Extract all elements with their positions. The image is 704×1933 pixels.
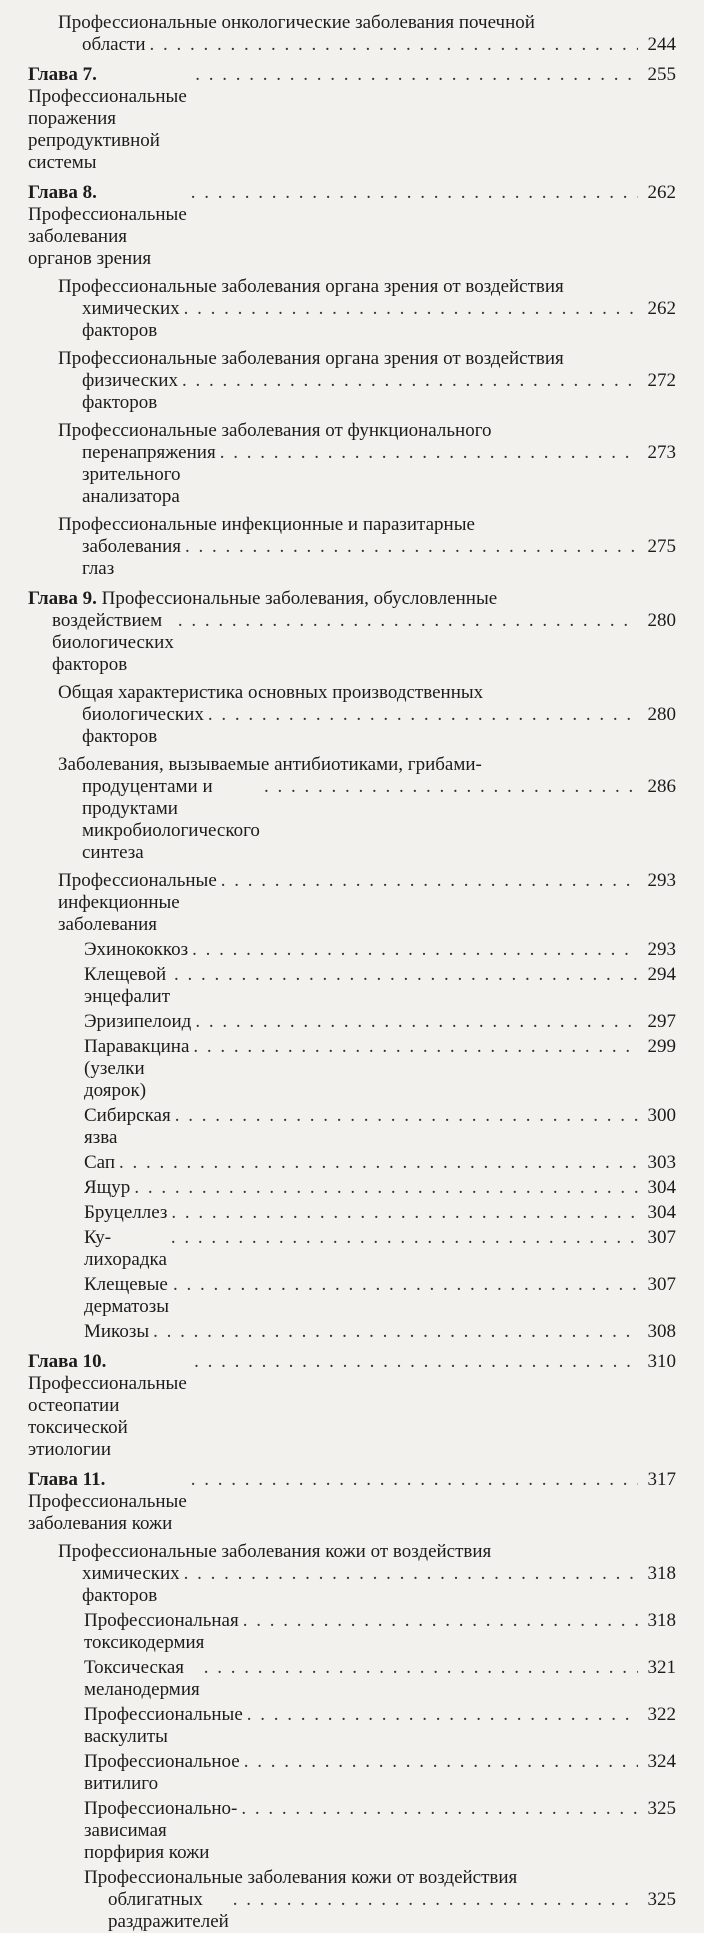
leader-dots bbox=[171, 1227, 638, 1249]
toc-entry-title: Профессиональные инфекционные и паразитарные bbox=[58, 514, 475, 535]
toc-entry-title: Эризипелоид bbox=[84, 1011, 192, 1032]
toc-entry-title: Профессиональные заболевания кожи bbox=[28, 1491, 187, 1534]
toc-entry-title: Клещевые дерматозы bbox=[84, 1274, 169, 1317]
toc-entry-title: Профессионально-зависимая порфирия кожи bbox=[84, 1798, 238, 1863]
leader-dots bbox=[194, 1351, 638, 1373]
toc-entry-title: Профессиональные заболевания кожи от воздействия bbox=[84, 1867, 518, 1888]
toc-chapter[interactable] bbox=[28, 1351, 676, 1461]
leader-dots bbox=[195, 1011, 638, 1033]
toc-subentry[interactable] bbox=[28, 1657, 676, 1701]
leader-dots bbox=[233, 1889, 638, 1911]
toc-entry-title: продуцентами и продуктами микробиологического синтеза bbox=[82, 776, 260, 863]
toc-entry-title: Ку-лихорадка bbox=[84, 1227, 167, 1270]
toc-entry-title: заболевания глаз bbox=[82, 536, 181, 579]
toc-subentry[interactable] bbox=[28, 1011, 676, 1033]
toc-entry-title: Сибирская язва bbox=[84, 1105, 171, 1148]
leader-dots bbox=[184, 298, 638, 320]
toc-entry-title: Токсическая меланодермия bbox=[84, 1657, 200, 1700]
leader-dots bbox=[182, 370, 638, 392]
leader-dots bbox=[220, 442, 638, 464]
page-number: 310 bbox=[647, 1351, 676, 1372]
toc-subentry[interactable] bbox=[28, 1321, 676, 1343]
toc-entry-title: Профессиональные заболевания от функционального bbox=[58, 420, 492, 441]
toc-subentry[interactable] bbox=[28, 1274, 676, 1318]
toc-subentry[interactable] bbox=[28, 1202, 676, 1224]
page-number: 255 bbox=[647, 64, 676, 85]
toc-subentry[interactable] bbox=[28, 1227, 676, 1271]
toc-entry-title: Профессиональные онкологические заболевания почечной bbox=[58, 12, 535, 33]
toc-entry[interactable] bbox=[28, 12, 676, 56]
leader-dots bbox=[264, 776, 638, 798]
toc-entry[interactable] bbox=[28, 754, 676, 864]
chapter-label: Глава 9. bbox=[28, 588, 97, 609]
leader-dots bbox=[150, 34, 638, 56]
leader-dots bbox=[221, 870, 638, 892]
page-number: 286 bbox=[647, 776, 676, 797]
toc-entry-title: Профессиональные заболевания органа зрения от воздействия bbox=[58, 276, 564, 297]
toc-entry-title: Профессиональные инфекционные заболевания bbox=[58, 870, 217, 935]
leader-dots bbox=[119, 1152, 638, 1174]
page-number: 307 bbox=[647, 1227, 676, 1248]
toc-entry[interactable] bbox=[28, 276, 676, 342]
toc-entry-title: Микозы bbox=[84, 1321, 150, 1342]
toc-subentry[interactable] bbox=[28, 1105, 676, 1149]
page-number: 262 bbox=[647, 298, 676, 319]
page-number: 280 bbox=[647, 610, 676, 631]
leader-dots bbox=[175, 1105, 638, 1127]
leader-dots bbox=[185, 536, 638, 558]
toc-entry-title: воздействием биологических факторов bbox=[52, 610, 174, 675]
toc-subentry[interactable] bbox=[28, 1152, 676, 1174]
toc-subentry[interactable] bbox=[28, 1798, 676, 1864]
toc-subentry[interactable] bbox=[28, 1036, 676, 1102]
leader-dots bbox=[184, 1563, 638, 1585]
page-number: 307 bbox=[647, 1274, 676, 1295]
page-number: 299 bbox=[647, 1036, 676, 1057]
toc-entry-title: Клещевой энцефалит bbox=[84, 964, 171, 1007]
toc-entry-title: Профессиональные остеопатии токсической этиологии bbox=[28, 1373, 187, 1460]
toc-chapter[interactable] bbox=[28, 64, 676, 174]
toc-chapter[interactable] bbox=[28, 588, 676, 676]
toc-subentry[interactable] bbox=[28, 1867, 676, 1933]
toc-entry-title: Профессиональная токсикодермия bbox=[84, 1610, 239, 1653]
toc-entry-title: Общая характеристика основных производственных bbox=[58, 682, 484, 703]
page-number: 325 bbox=[647, 1798, 676, 1819]
toc-entry[interactable] bbox=[28, 514, 676, 580]
page-number: 272 bbox=[647, 370, 676, 391]
toc-entry[interactable] bbox=[28, 870, 676, 936]
chapter-label: Глава 11. bbox=[28, 1469, 106, 1490]
page-number: 317 bbox=[647, 1469, 676, 1490]
toc-subentry[interactable] bbox=[28, 1704, 676, 1748]
leader-dots bbox=[134, 1177, 638, 1199]
toc-entry-title: Профессиональные васкулиты bbox=[84, 1704, 243, 1747]
leader-dots bbox=[241, 1798, 638, 1820]
leader-dots bbox=[173, 1274, 638, 1296]
toc-subentry[interactable] bbox=[28, 1177, 676, 1199]
page-number: 262 bbox=[647, 182, 676, 203]
toc-entry-title: Профессиональные поражения репродуктивной системы bbox=[28, 86, 187, 173]
toc-entry-title: Профессиональные заболевания, обусловленные bbox=[101, 588, 498, 609]
page-number: 324 bbox=[647, 1751, 676, 1772]
toc-entry[interactable] bbox=[28, 420, 676, 508]
page-number: 321 bbox=[647, 1657, 676, 1678]
toc-entry-title: облигатных раздражителей bbox=[108, 1889, 229, 1932]
leader-dots bbox=[244, 1751, 638, 1773]
toc-entry-title: Ящур bbox=[84, 1177, 131, 1198]
page-number: 322 bbox=[647, 1704, 676, 1725]
toc-entry-title: физических факторов bbox=[82, 370, 178, 413]
leader-dots bbox=[192, 939, 638, 961]
page-number: 275 bbox=[647, 536, 676, 557]
page-number: 297 bbox=[647, 1011, 676, 1032]
leader-dots bbox=[171, 1202, 638, 1224]
leader-dots bbox=[174, 964, 638, 986]
toc-subentry[interactable] bbox=[28, 1751, 676, 1795]
chapter-label: Глава 10. bbox=[28, 1351, 107, 1372]
toc-entry-title: области bbox=[82, 34, 146, 55]
page-number: 318 bbox=[647, 1610, 676, 1631]
leader-dots bbox=[191, 182, 638, 204]
toc-entry-title: Бруцеллез bbox=[84, 1202, 168, 1223]
toc-entry-title: перенапряжения зрительного анализатора bbox=[82, 442, 216, 507]
page-number: 304 bbox=[647, 1177, 676, 1198]
toc-entry-title: Заболевания, вызываемые антибиотиками, грибами- bbox=[58, 754, 482, 775]
toc-subentry[interactable] bbox=[28, 939, 676, 961]
leader-dots bbox=[193, 1036, 638, 1058]
toc-entry[interactable] bbox=[28, 1541, 676, 1607]
page-number: 294 bbox=[647, 964, 676, 985]
page-number: 273 bbox=[647, 442, 676, 463]
leader-dots bbox=[191, 1469, 638, 1491]
toc-entry-title: Эхинококкоз bbox=[84, 939, 189, 960]
leader-dots bbox=[247, 1704, 638, 1726]
table-of-contents bbox=[28, 12, 676, 1933]
toc-entry[interactable] bbox=[28, 682, 676, 748]
leader-dots bbox=[195, 64, 638, 86]
toc-entry-title: Профессиональное витилиго bbox=[84, 1751, 240, 1794]
page-number: 325 bbox=[647, 1889, 676, 1910]
toc-subentry[interactable] bbox=[28, 964, 676, 1008]
leader-dots bbox=[153, 1321, 638, 1343]
page-number: 300 bbox=[647, 1105, 676, 1126]
page-number: 280 bbox=[647, 704, 676, 725]
leader-dots bbox=[178, 610, 638, 632]
page-number: 244 bbox=[647, 34, 676, 55]
toc-entry-title: Сап bbox=[84, 1152, 116, 1173]
page-number: 293 bbox=[647, 870, 676, 891]
toc-chapter[interactable] bbox=[28, 1469, 676, 1535]
toc-subentry[interactable] bbox=[28, 1610, 676, 1654]
toc-entry-title: Профессиональные заболевания органов зрения bbox=[28, 204, 187, 269]
leader-dots bbox=[243, 1610, 638, 1632]
chapter-label: Глава 7. bbox=[28, 64, 97, 85]
leader-dots bbox=[208, 704, 638, 726]
toc-entry-title: Профессиональные заболевания органа зрения от воздействия bbox=[58, 348, 564, 369]
toc-entry-title: биологических факторов bbox=[82, 704, 204, 747]
page-number: 308 bbox=[647, 1321, 676, 1342]
toc-entry-title: химических факторов bbox=[82, 1563, 180, 1606]
page-number: 303 bbox=[647, 1152, 676, 1173]
toc-entry-title: Профессиональные заболевания кожи от воздействия bbox=[58, 1541, 492, 1562]
toc-entry[interactable] bbox=[28, 348, 676, 414]
chapter-label: Глава 8. bbox=[28, 182, 97, 203]
page-number: 318 bbox=[647, 1563, 676, 1584]
toc-entry-title: Паравакцина (узелки доярок) bbox=[84, 1036, 190, 1101]
toc-chapter[interactable] bbox=[28, 182, 676, 270]
leader-dots bbox=[204, 1657, 638, 1679]
page-number: 293 bbox=[647, 939, 676, 960]
page-number: 304 bbox=[647, 1202, 676, 1223]
toc-entry-title: химических факторов bbox=[82, 298, 180, 341]
